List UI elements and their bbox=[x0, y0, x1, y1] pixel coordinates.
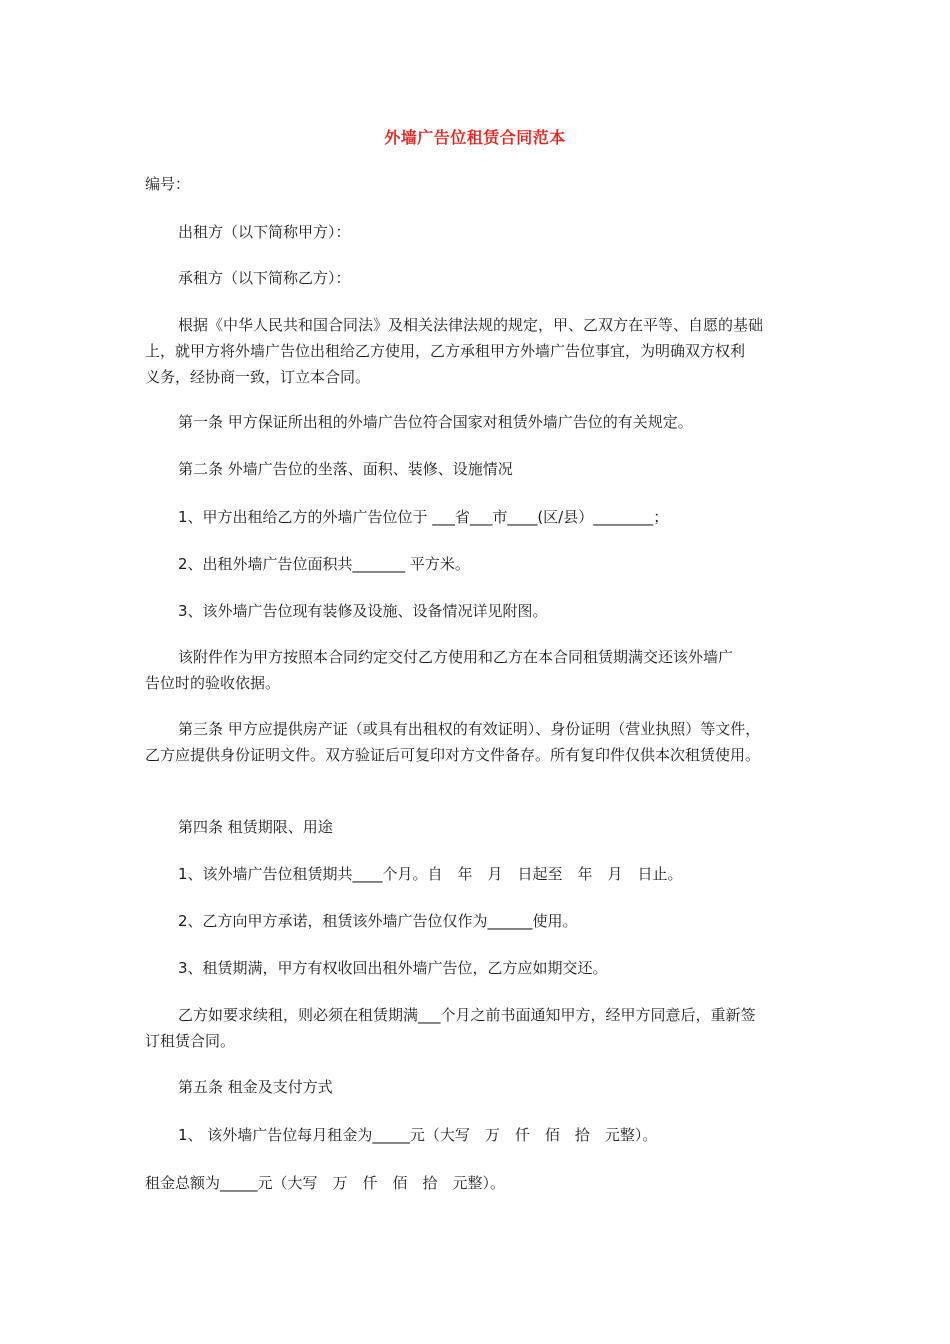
article-3-line: 第三条 甲方应提供房产证（或具有出租权的有效证明）、身份证明（营业执照）等文件， bbox=[178, 720, 761, 738]
intro-paragraph-line: 根据《中华人民共和国合同法》及相关法律法规的规定，甲、乙双方在平等、自愿的基础 bbox=[178, 316, 764, 334]
article-2-item-2: 2、出租外墙广告位面积共_______ 平方米。 bbox=[178, 555, 470, 573]
article-4-item-2: 2、乙方向甲方承诺，租赁该外墙广告位仅作为______使用。 bbox=[178, 912, 578, 930]
contract-number-label: 编号： bbox=[145, 175, 191, 193]
intro-paragraph-line: 上，就甲方将外墙广告位出租给乙方使用，乙方承租甲方外墙广告位事宜，为明确双方权利 bbox=[145, 342, 746, 360]
article-5-heading: 第五条 租金及支付方式 bbox=[178, 1078, 333, 1096]
annex-paragraph-line: 该附件作为甲方按照本合同约定交付乙方使用和乙方在本合同租赁期满交还该外墙广 bbox=[178, 648, 734, 666]
renewal-paragraph-line: 订租赁合同。 bbox=[145, 1032, 236, 1050]
article-4-item-3: 3、租赁期满，甲方有权收回出租外墙广告位，乙方应如期交还。 bbox=[178, 959, 608, 977]
article-2-heading: 第二条 外墙广告位的坐落、面积、装修、设施情况 bbox=[178, 460, 513, 478]
intro-paragraph-line: 义务，经协商一致，订立本合同。 bbox=[145, 368, 371, 386]
lessor-line: 出租方（以下简称甲方）： bbox=[178, 223, 351, 241]
article-4-item-1: 1、该外墙广告位租赁期共____个月。自 年 月 日起至 年 月 日止。 bbox=[178, 865, 683, 883]
article-3-line: 乙方应提供身份证明文件。双方验证后可复印对方文件备存。所有复印件仅供本次租赁使用。 bbox=[145, 746, 761, 764]
lessee-line: 承租方（以下简称乙方）： bbox=[178, 269, 351, 287]
article-2-item-3: 3、该外墙广告位现有装修及设施、设备情况详见附图。 bbox=[178, 602, 548, 620]
document-title: 外墙广告位租赁合同范本 bbox=[384, 128, 566, 147]
annex-paragraph-line: 告位时的验收依据。 bbox=[145, 674, 281, 692]
article-1: 第一条 甲方保证所出租的外墙广告位符合国家对租赁外墙广告位的有关规定。 bbox=[178, 413, 693, 431]
article-2-item-1: 1、甲方出租给乙方的外墙广告位位于 ___省___市____(区/县）________； bbox=[178, 508, 669, 526]
article-4-heading: 第四条 租赁期限、用途 bbox=[178, 818, 333, 836]
rent-total-line: 租金总额为_____元（大写 万 仟 佰 拾 元整）。 bbox=[145, 1174, 506, 1192]
article-5-item-1: 1、 该外墙广告位每月租金为_____元（大写 万 仟 佰 拾 元整）。 bbox=[178, 1126, 658, 1144]
renewal-paragraph-line: 乙方如要求续租，则必须在租赁期满___个月之前书面通知甲方，经甲方同意后，重新签 bbox=[178, 1006, 756, 1024]
